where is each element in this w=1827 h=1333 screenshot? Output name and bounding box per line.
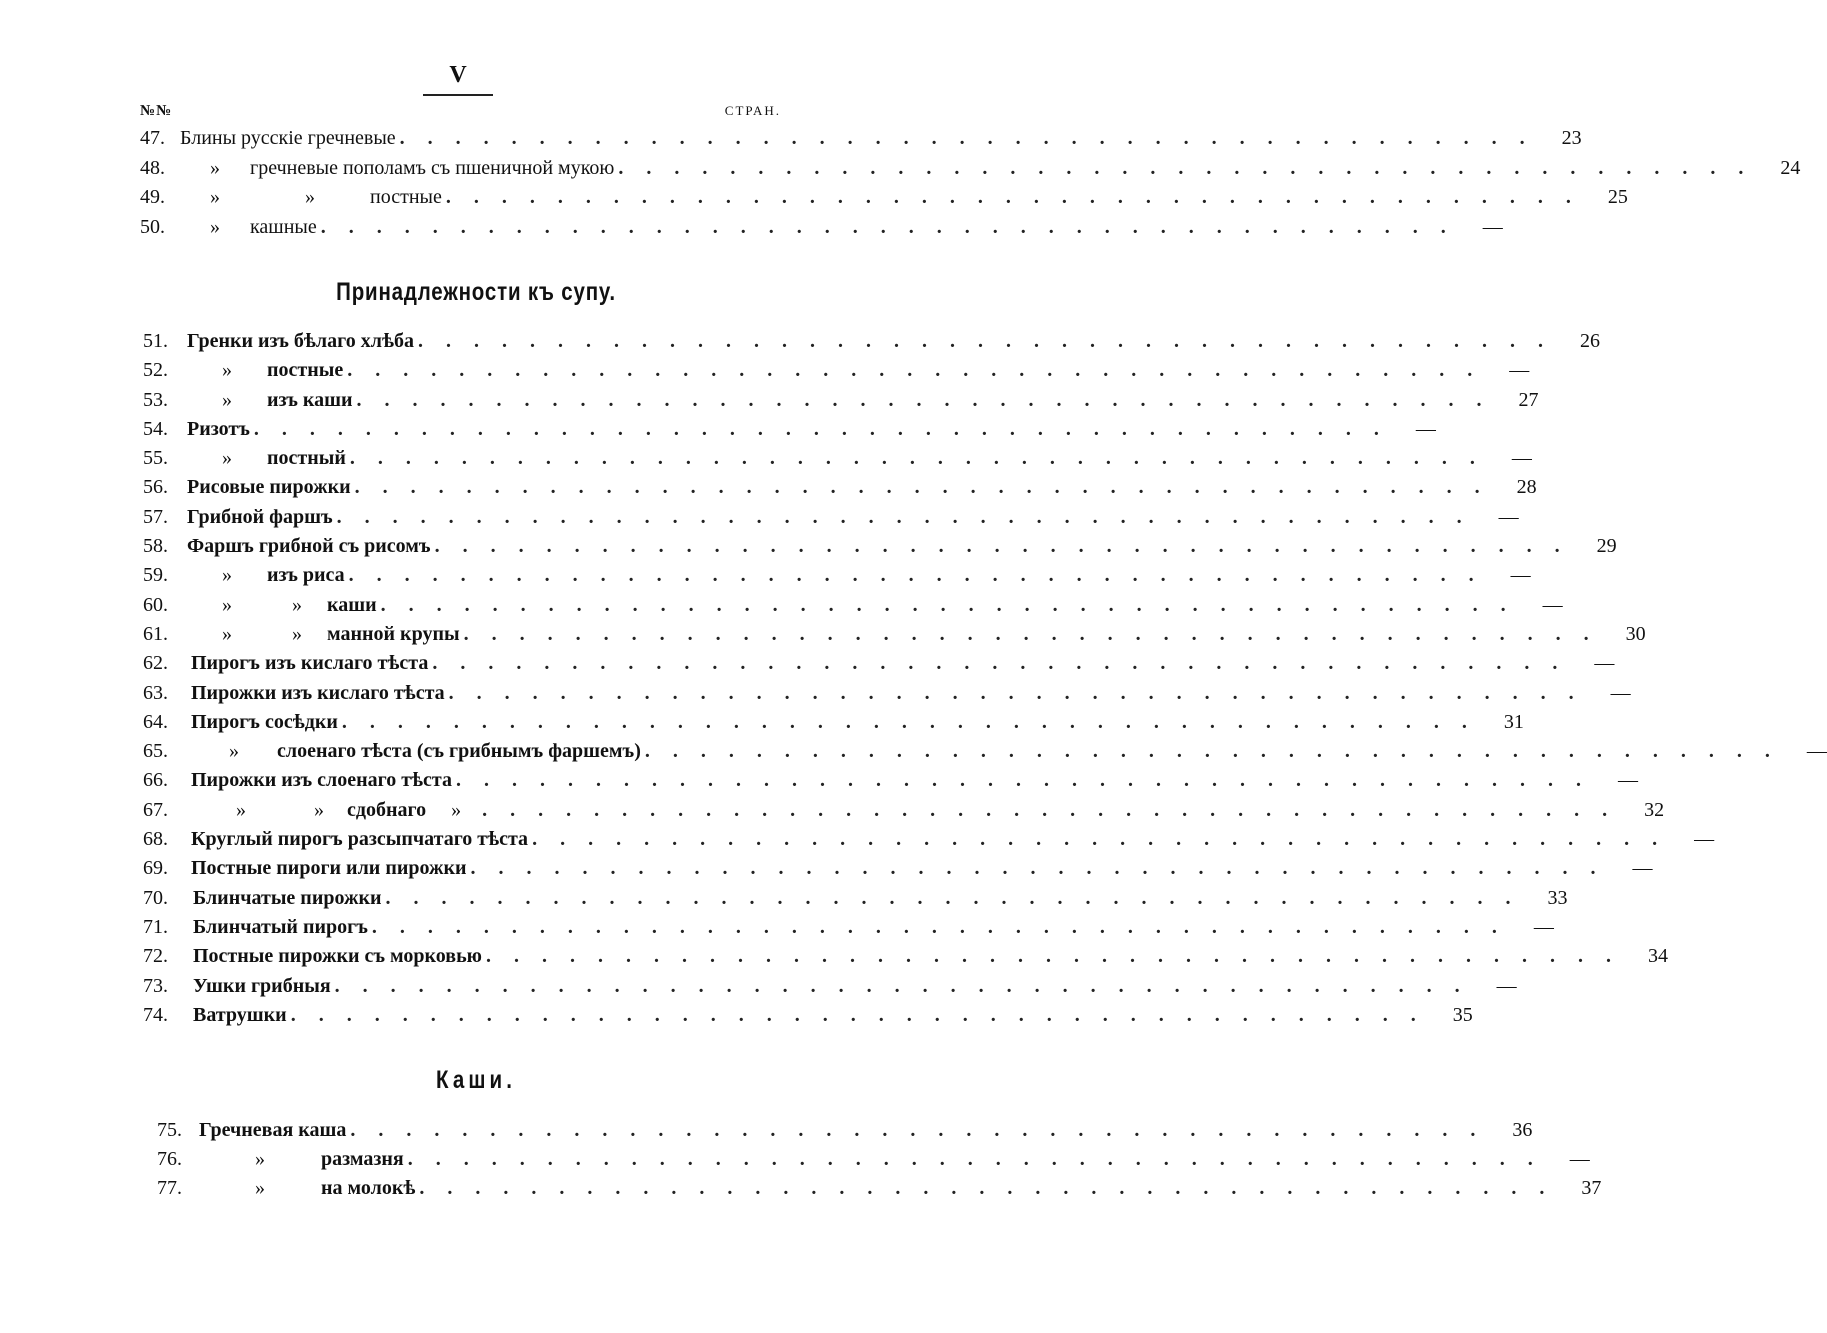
toc-entry-48 bbox=[140, 154, 1801, 184]
toc-entry-66 bbox=[143, 766, 1638, 795]
dot-leader: . . . . . . . . . . . . . . . . . . . . . . . . . . . . . . . . . . . . . . . . . bbox=[445, 186, 1580, 208]
dot-leader: . . . . . . . . . . . . . . . . . . . . . . . . . . . . . . . . . . . . . . . . . bbox=[532, 828, 1667, 851]
ditto-mark: » bbox=[210, 156, 220, 179]
entry-number: 51. bbox=[143, 330, 168, 352]
entry-page: 27 bbox=[1518, 388, 1539, 411]
dot-leader: . . . . . . . . . . . . . . . . . . . . . . . . . . . . . . . . . . . . . . . . . bbox=[399, 127, 1534, 149]
entry-title: Блины русскіе гречневые bbox=[180, 127, 396, 149]
entry-page: — bbox=[1533, 915, 1554, 938]
ditto-mark: » bbox=[222, 447, 232, 470]
dot-leader: . . . . . . . . . . . . . . . . . . . . . . . . . . . . . . . . . . . . . . . . . bbox=[485, 945, 1620, 968]
toc-entry-75 bbox=[157, 1116, 1533, 1145]
ditto-mark: » bbox=[305, 186, 315, 208]
entry-number: 76. bbox=[157, 1148, 182, 1170]
entry-title: слоенаго тѣста (съ грибнымъ фаршемъ) bbox=[277, 740, 641, 763]
column-header-page: СТРАН. bbox=[724, 103, 781, 118]
entry-title: Грибной фаршъ bbox=[187, 505, 333, 528]
dot-leader: . . . . . . . . . . . . . . . . . . . . . . . . . . . . . . . . . . . . . . . . . bbox=[482, 798, 1617, 821]
entry-title: Круглый пирогъ разсыпчатаго тѣста bbox=[191, 828, 529, 851]
dot-leader: . . . . . . . . . . . . . . . . . . . . . . . . . . . . . . . . . . . . . . . . . bbox=[448, 681, 1583, 704]
entry-number: 55. bbox=[143, 447, 168, 470]
entry-number: 75. bbox=[157, 1119, 182, 1141]
toc-entry-51 bbox=[143, 327, 1600, 356]
entry-title: Пирогъ изъ кислаго тѣста bbox=[191, 652, 429, 675]
entry-title: постные bbox=[267, 359, 344, 382]
entry-page: 35 bbox=[1452, 1003, 1473, 1026]
entry-number: 60. bbox=[143, 593, 168, 616]
entry-page: 24 bbox=[1780, 156, 1801, 179]
ditto-mark: » bbox=[314, 798, 324, 821]
dot-leader: . . . . . . . . . . . . . . . . . . . . . . . . . . . . . . . . . . . . . . . . . bbox=[371, 915, 1506, 938]
toc-entry-63 bbox=[143, 679, 1631, 708]
entry-page: — bbox=[1694, 828, 1715, 851]
entry-number: 68. bbox=[143, 828, 168, 851]
entry-page: 33 bbox=[1547, 886, 1568, 909]
entry-title: Пирогъ сосѣдки bbox=[191, 710, 338, 733]
dot-leader: . . . . . . . . . . . . . . . . . . . . . . . . . . . . . . . . . . . . . . . . . bbox=[320, 215, 1455, 238]
column-header-number: №№ bbox=[140, 103, 173, 119]
toc-entry-55 bbox=[143, 444, 1532, 473]
entry-title: на молокѣ bbox=[321, 1177, 416, 1199]
entry-page: 36 bbox=[1512, 1119, 1533, 1141]
entry-page: — bbox=[1569, 1148, 1590, 1170]
page-number-rule bbox=[423, 94, 493, 96]
toc-entry-50 bbox=[140, 213, 1503, 243]
entry-number: 52. bbox=[143, 359, 168, 382]
entry-number: 49. bbox=[140, 186, 165, 208]
toc-entry-72 bbox=[143, 942, 1668, 971]
dot-leader: . . . . . . . . . . . . . . . . . . . . . . . . . . . . . . . . . . . . . . . . . bbox=[341, 710, 1476, 733]
entry-page: — bbox=[1594, 652, 1615, 675]
entry-page: 37 bbox=[1581, 1177, 1602, 1199]
toc-entry-71 bbox=[143, 913, 1554, 942]
entry-page: 26 bbox=[1579, 330, 1600, 352]
entry-page: — bbox=[1511, 447, 1532, 470]
toc-entry-61 bbox=[143, 620, 1646, 649]
entry-page: 32 bbox=[1644, 798, 1665, 821]
entry-page: — bbox=[1509, 359, 1530, 382]
ditto-mark: » bbox=[222, 388, 232, 411]
page-number: V bbox=[449, 62, 467, 88]
entry-number: 71. bbox=[143, 915, 168, 938]
entry-title: манной крупы bbox=[327, 622, 460, 645]
entry-title: каши bbox=[327, 593, 377, 616]
dot-leader: . . . . . . . . . . . . . . . . . . . . . . . . . . . . . . . . . . . . . . . . . bbox=[456, 769, 1590, 792]
entry-page: — bbox=[1510, 564, 1531, 587]
entry-number: 74. bbox=[143, 1003, 168, 1026]
ditto-mark: » bbox=[255, 1177, 265, 1199]
toc-entry-69 bbox=[143, 854, 1653, 883]
entry-title: Пирожки изъ слоенаго тѣста bbox=[191, 769, 452, 792]
entry-number: 58. bbox=[143, 535, 168, 558]
entry-title: Гренки изъ бѣлаго хлѣба bbox=[187, 330, 414, 352]
entry-title: Пирожки изъ кислаго тѣста bbox=[191, 681, 445, 704]
entry-number: 77. bbox=[157, 1177, 182, 1199]
entry-page: 29 bbox=[1596, 535, 1617, 558]
toc-section-blini bbox=[140, 124, 1801, 242]
toc-entry-47 bbox=[140, 124, 1582, 154]
entry-page: — bbox=[1415, 417, 1436, 440]
entry-page: — bbox=[1632, 857, 1653, 880]
entry-number: 53. bbox=[143, 388, 168, 411]
toc-entry-65 bbox=[143, 737, 1827, 766]
entry-title: Гречневая каша bbox=[199, 1119, 347, 1141]
entry-title: постный bbox=[267, 447, 346, 470]
dot-leader: . . . . . . . . . . . . . . . . . . . . . . . . . . . . . . . . . . . . . . . . . bbox=[290, 1003, 1425, 1026]
toc-entry-67 bbox=[143, 796, 1665, 825]
entry-page: 31 bbox=[1503, 710, 1524, 733]
toc-entry-60 bbox=[143, 591, 1563, 620]
entry-title: гречневые пополамъ съ пшеничной мукою bbox=[250, 156, 615, 179]
entry-number: 56. bbox=[143, 476, 168, 499]
ditto-mark: » bbox=[292, 593, 302, 616]
toc-entry-54 bbox=[143, 415, 1436, 444]
entry-page: 34 bbox=[1647, 945, 1668, 968]
dot-leader: . . . . . . . . . . . . . . . . . . . . . . . . . . . . . . . . . . . . . . . . . bbox=[354, 476, 1489, 499]
entry-title: Ризотъ bbox=[187, 417, 250, 440]
toc-entry-70 bbox=[143, 884, 1568, 913]
section-heading-soup-accessories: Принадлежности къ супу. bbox=[336, 278, 616, 306]
dot-leader: . . . . . . . . . . . . . . . . . . . . . . . . . . . . . . . . . . . . . . . . . bbox=[463, 622, 1598, 645]
entry-number: 67. bbox=[143, 798, 168, 821]
entry-number: 54. bbox=[143, 417, 168, 440]
ditto-mark: » bbox=[229, 740, 239, 763]
entry-title: Фаршъ грибной съ рисомъ bbox=[187, 535, 431, 558]
entry-number: 64. bbox=[143, 710, 168, 733]
entry-number: 57. bbox=[143, 505, 168, 528]
dot-leader: . . . . . . . . . . . . . . . . . . . . . . . . . . . . . . . . . . . . . . . . . bbox=[380, 593, 1515, 616]
toc-entry-62 bbox=[143, 649, 1615, 678]
entry-number: 69. bbox=[143, 857, 168, 880]
toc-entry-74 bbox=[143, 1001, 1473, 1030]
entry-number: 73. bbox=[143, 974, 168, 997]
entry-title: размазня bbox=[321, 1148, 404, 1170]
entry-page: — bbox=[1542, 593, 1563, 616]
entry-number: 47. bbox=[140, 127, 165, 149]
dot-leader: . . . . . . . . . . . . . . . . . . . . . . . . . . . . . . . . . . . . . . . . . bbox=[356, 388, 1491, 411]
toc-entry-58 bbox=[143, 532, 1617, 561]
ditto-mark: » bbox=[210, 186, 220, 208]
entry-number: 59. bbox=[143, 564, 168, 587]
toc-entry-49 bbox=[140, 183, 1628, 213]
dot-leader: . . . . . . . . . . . . . . . . . . . . . . . . . . . . . . . . . . . . . . . . . bbox=[253, 417, 1388, 440]
dot-leader: . . . . . . . . . . . . . . . . . . . . . . . . . . . . . . . . . . . . . . . . . bbox=[417, 330, 1552, 352]
entry-number: 66. bbox=[143, 769, 168, 792]
entry-title: Постные пироги или пирожки bbox=[191, 857, 467, 880]
dot-leader: . . . . . . . . . . . . . . . . . . . . . . . . . . . . . . . . . . . . . . . . . bbox=[334, 974, 1469, 997]
toc-entry-77 bbox=[157, 1174, 1602, 1203]
entry-number: 62. bbox=[143, 652, 168, 675]
entry-title: Блинчатые пирожки bbox=[193, 886, 382, 909]
entry-title: Ушки грибныя bbox=[193, 974, 331, 997]
dot-leader: . . . . . . . . . . . . . . . . . . . . . . . . . . . . . . . . . . . . . . . . . bbox=[347, 359, 1482, 382]
toc-entry-52 bbox=[143, 356, 1530, 385]
dot-leader: . . . . . . . . . . . . . . . . . . . . . . . . . . . . . . . . . . . . . . . . . bbox=[432, 652, 1567, 675]
entry-title: сдобнаго bbox=[347, 798, 427, 821]
entry-title: Блинчатый пирогъ bbox=[193, 915, 368, 938]
entry-number: 63. bbox=[143, 681, 168, 704]
entry-number: 72. bbox=[143, 945, 168, 968]
toc-entry-56 bbox=[143, 473, 1537, 502]
ditto-mark: » bbox=[222, 359, 232, 382]
dot-leader: . . . . . . . . . . . . . . . . . . . . . . . . . . . . . . . . . . . . . . . . . bbox=[349, 447, 1484, 470]
entry-number: 65. bbox=[143, 740, 168, 763]
entry-page: 28 bbox=[1516, 476, 1537, 499]
entry-number: 50. bbox=[140, 215, 165, 238]
entry-title: изъ риса bbox=[267, 564, 345, 587]
toc-entry-68 bbox=[143, 825, 1715, 854]
entry-page: — bbox=[1806, 740, 1827, 763]
toc-entry-64 bbox=[143, 708, 1524, 737]
entry-number: 61. bbox=[143, 622, 168, 645]
ditto-mark: » bbox=[255, 1148, 265, 1170]
entry-title: изъ каши bbox=[267, 388, 353, 411]
entry-page: — bbox=[1618, 769, 1638, 792]
entry-page: 23 bbox=[1561, 127, 1582, 149]
ditto-mark: » bbox=[222, 593, 232, 616]
entry-page: — bbox=[1482, 215, 1503, 238]
dot-leader: . . . . . . . . . . . . . . . . . . . . . . . . . . . . . . . . . . . . . . . . . bbox=[336, 505, 1471, 528]
section-heading-porridges: Каши. bbox=[435, 1066, 517, 1094]
toc-entry-76 bbox=[157, 1145, 1590, 1174]
dot-leader: . . . . . . . . . . . . . . . . . . . . . . . . . . . . . . . . . . . . . . . . . bbox=[348, 564, 1483, 587]
ditto-mark: » bbox=[210, 215, 220, 238]
dot-leader: . . . . . . . . . . . . . . . . . . . . . . . . . . . . . . . . . . . . . . . . . bbox=[618, 156, 1753, 179]
toc-entry-59 bbox=[143, 561, 1531, 590]
dot-leader: . . . . . . . . . . . . . . . . . . . . . . . . . . . . . . . . . . . . . . . . . bbox=[407, 1148, 1542, 1170]
ditto-mark: » bbox=[292, 622, 302, 645]
dot-leader: . . . . . . . . . . . . . . . . . . . . . . . . . . . . . . . . . . . . . . . . . bbox=[434, 535, 1569, 558]
ditto-mark: » bbox=[222, 564, 232, 587]
dot-leader: . . . . . . . . . . . . . . . . . . . . . . . . . . . . . . . . . . . . . . . . . bbox=[419, 1177, 1554, 1199]
entry-page: 30 bbox=[1625, 622, 1646, 645]
toc-section-porridges bbox=[157, 1116, 1602, 1203]
entry-page: — bbox=[1498, 505, 1519, 528]
entry-page: — bbox=[1496, 974, 1517, 997]
entry-title: постные bbox=[370, 186, 442, 208]
toc-entry-57 bbox=[143, 503, 1519, 532]
dot-leader: . . . . . . . . . . . . . . . . . . . . . . . . . . . . . . . . . . . . . . . . . bbox=[644, 740, 1779, 763]
entry-title: Постные пирожки съ морковью bbox=[193, 945, 482, 968]
dot-leader: . . . . . . . . . . . . . . . . . . . . . . . . . . . . . . . . . . . . . . . . . bbox=[350, 1119, 1485, 1141]
ditto-mark: » bbox=[236, 798, 246, 821]
ditto-mark: » bbox=[222, 622, 232, 645]
toc-section-soup-accessories bbox=[143, 327, 1827, 1030]
entry-page: 25 bbox=[1607, 186, 1628, 208]
entry-number: 70. bbox=[143, 886, 168, 909]
entry-title: Рисовые пирожки bbox=[187, 476, 351, 499]
dot-leader: . . . . . . . . . . . . . . . . . . . . . . . . . . . . . . . . . . . . . . . . . bbox=[385, 886, 1520, 909]
toc-entry-53 bbox=[143, 386, 1539, 415]
dot-leader: . . . . . . . . . . . . . . . . . . . . . . . . . . . . . . . . . . . . . . . . . bbox=[470, 857, 1605, 880]
ditto-mark: » bbox=[451, 798, 462, 821]
entry-page: — bbox=[1610, 681, 1631, 704]
entry-title: кашные bbox=[250, 215, 317, 238]
entry-title: Ватрушки bbox=[193, 1003, 287, 1026]
toc-entry-73 bbox=[143, 972, 1517, 1001]
entry-number: 48. bbox=[140, 156, 165, 179]
